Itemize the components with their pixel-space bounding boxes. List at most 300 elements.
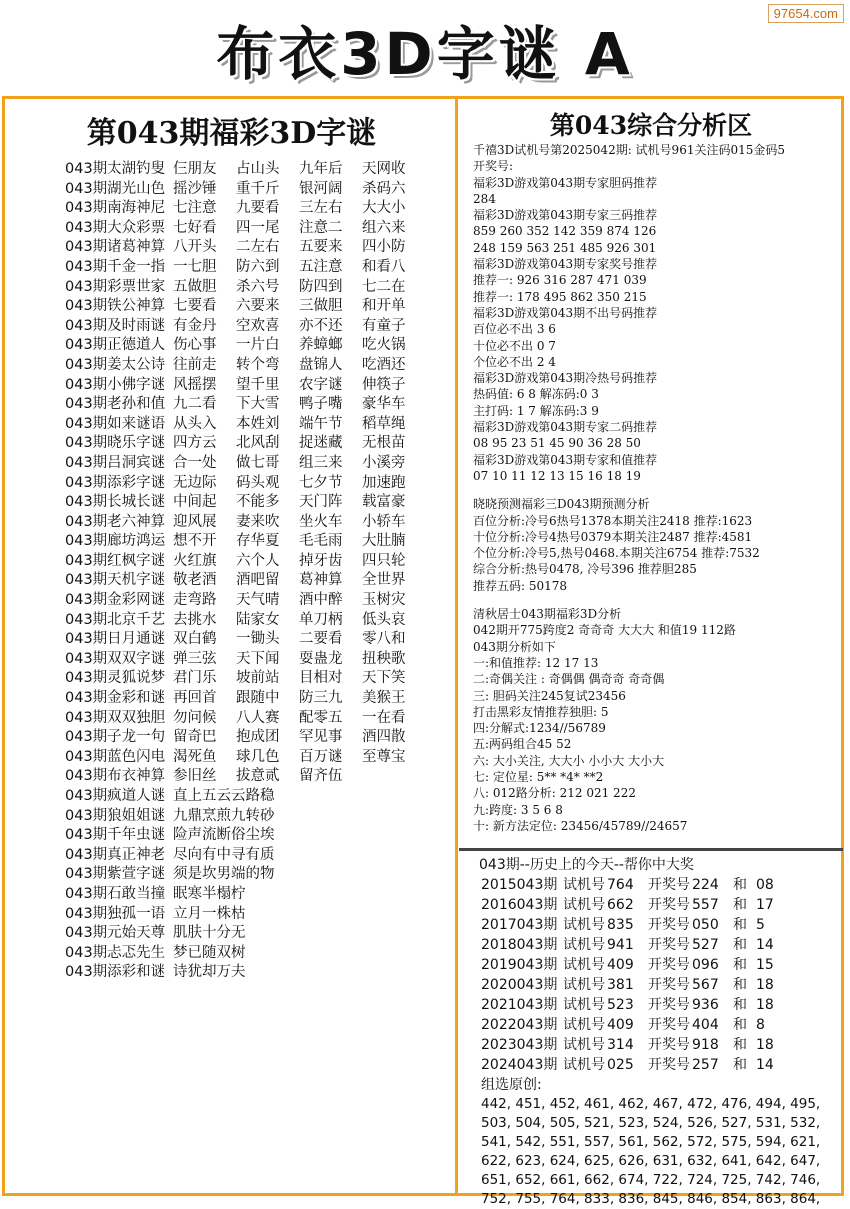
riddle-phrase: 玉树灾 bbox=[362, 592, 406, 609]
riddle-phrase: 加速跑 bbox=[362, 474, 406, 491]
riddle-row bbox=[65, 258, 455, 278]
history-issue: 2017043期 bbox=[481, 917, 558, 933]
riddle-source: 043期金彩和谜 bbox=[65, 690, 166, 707]
riddle-phrase: 球几色 bbox=[236, 748, 280, 765]
test-number: 314 bbox=[607, 1037, 634, 1053]
riddle-phrase: 鸭子嘴 bbox=[299, 396, 343, 413]
analysis-line: 福彩3D游戏第043期冷热号码推荐 bbox=[473, 371, 658, 386]
riddle-verse: 九鼎烹煎九转砂 bbox=[173, 807, 275, 824]
riddle-phrase: 大大小 bbox=[362, 200, 406, 217]
riddle-source: 043期忐忑先生 bbox=[65, 944, 166, 961]
test-number: 409 bbox=[607, 957, 634, 973]
riddle-phrase: 三左右 bbox=[299, 200, 343, 217]
riddle-source: 043期湖光山色 bbox=[65, 180, 166, 197]
riddle-source: 043期及时雨谜 bbox=[65, 317, 166, 334]
draw-number: 404 bbox=[692, 1017, 719, 1033]
riddle-row bbox=[65, 591, 455, 611]
riddle-phrase: 二左右 bbox=[236, 239, 280, 256]
riddle-row bbox=[65, 944, 455, 964]
riddle-phrase: 去挑水 bbox=[173, 611, 217, 628]
riddle-phrase: 组三来 bbox=[299, 454, 343, 471]
riddle-phrase: 九要看 bbox=[236, 200, 280, 217]
analysis-line: 二:奇偶关注 : 奇偶偶 偶奇奇 奇奇偶 bbox=[473, 672, 665, 687]
analysis-line: 百位分析:冷号6热号1378本期关注2418 推荐:1623 bbox=[473, 513, 753, 528]
riddle-phrase: 一锄头 bbox=[236, 631, 280, 648]
riddle-source: 043期彩票世家 bbox=[65, 278, 166, 295]
riddle-row bbox=[65, 454, 455, 474]
analysis-line: 个位必不出 2 4 bbox=[473, 354, 556, 369]
test-label: 试机号 bbox=[563, 937, 605, 953]
riddle-phrase: 五要来 bbox=[299, 239, 343, 256]
riddle-phrase: 载富豪 bbox=[362, 494, 406, 511]
panel-divider bbox=[459, 848, 843, 851]
sum-value: 17 bbox=[756, 897, 774, 913]
riddle-phrase: 杀码六 bbox=[362, 180, 406, 197]
riddle-list bbox=[65, 160, 455, 983]
sum-label: 和 bbox=[733, 1037, 747, 1053]
riddle-phrase: 扭秧歌 bbox=[362, 650, 406, 667]
riddle-phrase: 有金丹 bbox=[173, 317, 217, 334]
draw-label: 开奖号 bbox=[648, 957, 690, 973]
riddle-source: 043期双双独胆 bbox=[65, 709, 166, 726]
riddle-phrase: 中间起 bbox=[173, 494, 217, 511]
riddle-phrase: 空欢喜 bbox=[236, 317, 280, 334]
riddle-phrase: 小溪旁 bbox=[362, 454, 406, 471]
analysis-line: 七: 定位星: 5** *4* **2 bbox=[473, 769, 604, 784]
riddle-phrase: 零八和 bbox=[362, 631, 406, 648]
draw-label: 开奖号 bbox=[648, 977, 690, 993]
riddle-verse: 梦已随双树 bbox=[173, 944, 246, 961]
analysis-line: 三: 胆码关注245复试23456 bbox=[473, 688, 626, 703]
riddle-source: 043期金彩网谜 bbox=[65, 592, 166, 609]
riddle-phrase: 双白鹤 bbox=[173, 631, 217, 648]
riddle-row bbox=[65, 493, 455, 513]
riddle-phrase: 至尊宝 bbox=[362, 748, 406, 765]
riddle-row bbox=[65, 709, 455, 729]
analysis-panel-title: 第043综合分析区 bbox=[549, 111, 753, 140]
riddle-phrase: 君门乐 bbox=[173, 670, 217, 687]
riddle-panel bbox=[5, 98, 458, 1194]
analysis-line: 主打码: 1 7 解冻码:3 9 bbox=[473, 403, 599, 418]
riddle-source: 043期北京千艺 bbox=[65, 611, 166, 628]
riddle-row bbox=[65, 571, 455, 591]
test-label: 试机号 bbox=[563, 1037, 605, 1053]
riddle-phrase: 大肚腩 bbox=[362, 533, 406, 550]
riddle-row bbox=[65, 767, 455, 787]
sum-label: 和 bbox=[733, 957, 747, 973]
riddle-phrase: 九二看 bbox=[173, 396, 217, 413]
analysis-line: 个位分析:冷号5,热号0468.本期关注6754 推荐:7532 bbox=[473, 546, 760, 561]
test-label: 试机号 bbox=[563, 957, 605, 973]
riddle-phrase: 往前走 bbox=[173, 356, 217, 373]
riddle-phrase: 合一处 bbox=[173, 454, 217, 471]
riddle-phrase: 走弯路 bbox=[173, 592, 217, 609]
riddle-phrase: 天下笑 bbox=[362, 670, 406, 687]
riddle-phrase: 渴死鱼 bbox=[173, 748, 217, 765]
sum-value: 18 bbox=[756, 977, 774, 993]
riddle-phrase: 重千斤 bbox=[236, 180, 280, 197]
history-row bbox=[481, 975, 841, 995]
riddle-phrase: 四小防 bbox=[362, 239, 406, 256]
riddle-row bbox=[65, 238, 455, 258]
riddle-source: 043期太湖钓叟 bbox=[65, 161, 166, 177]
riddle-row bbox=[65, 513, 455, 533]
riddle-row bbox=[65, 297, 455, 317]
sum-value: 8 bbox=[756, 1017, 765, 1033]
analysis-line: 六: 大小关注, 大大小 小小大 大小大 bbox=[473, 753, 665, 768]
sum-value: 14 bbox=[756, 1057, 774, 1073]
test-label: 试机号 bbox=[563, 977, 605, 993]
riddle-phrase: 一七胆 bbox=[173, 258, 217, 275]
analysis-line: 福彩3D游戏第043期专家奖号推荐 bbox=[473, 257, 658, 272]
analysis-line: 推荐一: 926 316 287 471 039 bbox=[473, 273, 647, 288]
analysis-line: 284 bbox=[473, 191, 496, 206]
riddle-phrase: 七二在 bbox=[362, 278, 406, 295]
riddle-phrase: 不能多 bbox=[236, 494, 280, 511]
riddle-source: 043期诸葛神算 bbox=[65, 239, 166, 256]
riddle-phrase: 四只轮 bbox=[362, 552, 406, 569]
riddle-row bbox=[65, 199, 455, 219]
riddle-phrase: 和开单 bbox=[362, 298, 406, 315]
riddle-phrase: 农字谜 bbox=[299, 376, 343, 393]
riddle-phrase: 全世界 bbox=[362, 572, 406, 589]
riddle-source: 043期千金一指 bbox=[65, 258, 166, 275]
riddle-phrase: 七好看 bbox=[173, 219, 217, 236]
test-label: 试机号 bbox=[563, 877, 605, 893]
test-number: 523 bbox=[607, 997, 634, 1013]
sum-label: 和 bbox=[733, 937, 747, 953]
draw-number: 224 bbox=[692, 877, 719, 893]
riddle-phrase: 妻来吹 bbox=[236, 513, 280, 530]
riddle-phrase: 注意二 bbox=[299, 219, 343, 236]
riddle-row bbox=[65, 924, 455, 944]
riddle-phrase: 配零五 bbox=[299, 709, 343, 726]
riddle-phrase: 稻草绳 bbox=[362, 415, 406, 432]
riddle-phrase: 八开头 bbox=[173, 239, 217, 256]
riddle-row bbox=[65, 376, 455, 396]
riddle-phrase: 有童子 bbox=[362, 317, 406, 334]
riddle-phrase: 天网收 bbox=[362, 161, 406, 177]
riddle-source: 043期独孤一语 bbox=[65, 905, 166, 922]
riddle-phrase: 留奇巴 bbox=[173, 729, 217, 746]
analysis-line: 福彩3D游戏第043期专家和值推荐 bbox=[473, 452, 658, 467]
sum-label: 和 bbox=[733, 877, 747, 893]
analysis-line: 043期分析如下 bbox=[473, 639, 556, 654]
riddle-row bbox=[65, 395, 455, 415]
watermark: 97654.com bbox=[768, 4, 844, 23]
riddle-phrase: 银河阔 bbox=[299, 180, 343, 197]
riddle-phrase: 五注意 bbox=[299, 258, 343, 275]
riddle-row bbox=[65, 317, 455, 337]
analysis-line: 十位必不出 0 7 bbox=[473, 338, 556, 353]
riddle-phrase: 罕见事 bbox=[299, 729, 343, 746]
riddle-phrase: 杀六号 bbox=[236, 278, 280, 295]
riddle-row bbox=[65, 278, 455, 298]
riddle-phrase: 盘锦人 bbox=[299, 356, 343, 373]
sum-label: 和 bbox=[733, 1017, 747, 1033]
history-row bbox=[481, 895, 841, 915]
riddle-phrase: 拔意贰 bbox=[236, 768, 280, 785]
riddle-phrase: 八人赛 bbox=[236, 709, 280, 726]
riddle-phrase: 葛神算 bbox=[299, 572, 343, 589]
riddle-phrase: 防六到 bbox=[236, 258, 280, 275]
riddle-phrase: 从头入 bbox=[173, 415, 217, 432]
riddle-phrase: 一片白 bbox=[236, 337, 280, 354]
riddle-row bbox=[65, 905, 455, 925]
analysis-line: 福彩3D游戏第043期不出号码推荐 bbox=[473, 305, 658, 320]
analysis-line: 福彩3D游戏第043期专家三码推荐 bbox=[473, 208, 658, 223]
riddle-source: 043期真正神老 bbox=[65, 846, 166, 863]
riddle-phrase: 坐火车 bbox=[299, 513, 343, 530]
riddle-row bbox=[65, 963, 455, 983]
riddle-source: 043期蓝色闪电 bbox=[65, 748, 166, 765]
riddle-phrase: 无根苗 bbox=[362, 435, 406, 452]
riddle-phrase: 防四到 bbox=[299, 278, 343, 295]
riddle-phrase: 毛毛雨 bbox=[299, 533, 343, 550]
riddle-phrase: 掉牙齿 bbox=[299, 552, 343, 569]
analysis-line: 九:跨度: 3 5 6 8 bbox=[473, 802, 563, 817]
test-number: 381 bbox=[607, 977, 634, 993]
riddle-source: 043期双双字谜 bbox=[65, 650, 166, 667]
riddle-phrase: 耍蛊龙 bbox=[299, 650, 343, 667]
riddle-source: 043期大众彩票 bbox=[65, 219, 166, 236]
test-number: 025 bbox=[607, 1057, 634, 1073]
riddle-row bbox=[65, 650, 455, 670]
draw-label: 开奖号 bbox=[648, 1037, 690, 1053]
riddle-row bbox=[65, 787, 455, 807]
riddle-source: 043期日月通谜 bbox=[65, 631, 166, 648]
riddle-phrase: 望千里 bbox=[236, 376, 280, 393]
test-number: 835 bbox=[607, 917, 634, 933]
history-issue: 2018043期 bbox=[481, 937, 558, 953]
riddle-phrase: 酒吧留 bbox=[236, 572, 280, 589]
riddle-phrase: 四方云 bbox=[173, 435, 217, 452]
riddle-verse: 肌肤十分无 bbox=[173, 925, 246, 942]
riddle-phrase: 天气晴 bbox=[236, 592, 280, 609]
riddle-row bbox=[65, 474, 455, 494]
riddle-source: 043期狼姐姐谜 bbox=[65, 807, 166, 824]
draw-label: 开奖号 bbox=[648, 997, 690, 1013]
test-label: 试机号 bbox=[563, 1057, 605, 1073]
riddle-phrase: 和看八 bbox=[362, 258, 406, 275]
riddle-phrase: 防三九 bbox=[299, 690, 343, 707]
analysis-line: 推荐一: 178 495 862 350 215 bbox=[473, 289, 647, 304]
riddle-phrase: 一在看 bbox=[362, 709, 406, 726]
history-row bbox=[481, 875, 841, 895]
riddle-phrase: 参旧丝 bbox=[173, 768, 217, 785]
draw-label: 开奖号 bbox=[648, 1017, 690, 1033]
riddle-verse: 尽向有中寻有质 bbox=[173, 846, 275, 863]
draw-number: 527 bbox=[692, 937, 719, 953]
analysis-line: 八: 012路分析: 212 021 222 bbox=[473, 786, 636, 801]
riddle-verse: 直上五云云路稳 bbox=[173, 788, 275, 804]
riddle-phrase: 天门阵 bbox=[299, 494, 343, 511]
analysis-line: 四:分解式:1234//56789 bbox=[473, 721, 606, 736]
riddle-source: 043期疯道人谜 bbox=[65, 788, 166, 804]
analysis-line: 打击黑彩友情推荐独胆: 5 bbox=[473, 704, 609, 719]
riddle-source: 043期元始天尊 bbox=[65, 925, 166, 942]
history-issue: 2021043期 bbox=[481, 997, 558, 1013]
riddle-source: 043期吕洞宾谜 bbox=[65, 454, 166, 471]
riddle-phrase: 酒四散 bbox=[362, 729, 406, 746]
draw-label: 开奖号 bbox=[648, 1057, 690, 1073]
test-number: 662 bbox=[607, 897, 634, 913]
riddle-phrase: 坡前站 bbox=[236, 670, 280, 687]
sum-label: 和 bbox=[733, 977, 747, 993]
riddle-source: 043期老孙和值 bbox=[65, 396, 166, 413]
riddle-source: 043期长城长谜 bbox=[65, 494, 166, 511]
riddle-source: 043期添彩字谜 bbox=[65, 474, 166, 491]
riddle-source: 043期子龙一句 bbox=[65, 729, 166, 746]
riddle-phrase: 天下闻 bbox=[236, 650, 280, 667]
block-gap bbox=[473, 484, 841, 496]
riddle-source: 043期正德道人 bbox=[65, 337, 166, 354]
analysis-line: 开奖号: bbox=[473, 159, 514, 174]
riddle-phrase: 捉迷藏 bbox=[299, 435, 343, 452]
riddle-source: 043期姜太公诗 bbox=[65, 356, 166, 373]
riddle-verse: 险声流断俗尘埃 bbox=[173, 827, 275, 844]
draw-number: 936 bbox=[692, 997, 719, 1013]
riddle-phrase: 亦不还 bbox=[299, 317, 343, 334]
history-issue: 2024043期 bbox=[481, 1057, 558, 1073]
analysis-line: 千禧3D试机号第2025042期: 试机号961关注码015金码5 bbox=[473, 143, 786, 157]
analysis-line: 08 95 23 51 45 90 36 28 50 bbox=[473, 436, 641, 451]
history-panel bbox=[461, 853, 841, 1207]
riddle-row bbox=[65, 669, 455, 689]
riddle-phrase: 伸筷子 bbox=[362, 376, 406, 393]
riddle-source: 043期天机字谜 bbox=[65, 572, 166, 589]
riddle-source: 043期灵狐说梦 bbox=[65, 670, 166, 687]
riddle-source: 043期小佛字谜 bbox=[65, 376, 166, 393]
riddle-phrase: 想不开 bbox=[173, 533, 217, 550]
riddle-row bbox=[65, 630, 455, 650]
test-label: 试机号 bbox=[563, 917, 605, 933]
block-gap bbox=[473, 594, 841, 606]
draw-number: 557 bbox=[692, 897, 719, 913]
riddle-phrase: 五做胆 bbox=[173, 278, 217, 295]
riddle-source: 043期如来谜语 bbox=[65, 415, 166, 432]
test-number: 941 bbox=[607, 937, 634, 953]
riddle-phrase: 四一尾 bbox=[236, 219, 280, 236]
test-number: 764 bbox=[607, 877, 634, 893]
riddle-row bbox=[65, 826, 455, 846]
draw-number: 918 bbox=[692, 1037, 719, 1053]
riddle-source: 043期廊坊鸿运 bbox=[65, 533, 166, 550]
history-issue: 2022043期 bbox=[481, 1017, 558, 1033]
test-label: 试机号 bbox=[563, 997, 605, 1013]
riddle-phrase: 端午节 bbox=[299, 415, 343, 432]
history-row bbox=[481, 1035, 841, 1055]
riddle-phrase: 无边际 bbox=[173, 474, 217, 491]
riddle-row bbox=[65, 219, 455, 239]
riddle-row bbox=[65, 807, 455, 827]
riddle-row bbox=[65, 865, 455, 885]
riddle-phrase: 六个人 bbox=[236, 552, 280, 569]
analysis-line: 综合分析:热号0478, 冷号396 推荐胆285 bbox=[473, 562, 697, 577]
analysis-line: 福彩3D游戏第043期专家二码推荐 bbox=[473, 420, 658, 435]
sum-label: 和 bbox=[733, 897, 747, 913]
riddle-source: 043期布衣神算 bbox=[65, 768, 166, 785]
history-row bbox=[481, 955, 841, 975]
riddle-phrase: 迎风展 bbox=[173, 513, 217, 530]
analysis-line: 推荐五码: 50178 bbox=[473, 578, 568, 593]
riddle-phrase: 火红旗 bbox=[173, 552, 217, 569]
riddle-phrase: 占山头 bbox=[236, 161, 280, 177]
history-row bbox=[481, 915, 841, 935]
history-row bbox=[481, 1015, 841, 1035]
sum-value: 15 bbox=[756, 957, 774, 973]
riddle-phrase: 再回首 bbox=[173, 690, 217, 707]
analysis-line: 清秋居士043期福彩3D分析 bbox=[473, 607, 622, 622]
test-label: 试机号 bbox=[563, 897, 605, 913]
riddle-row bbox=[65, 434, 455, 454]
riddle-phrase: 组六来 bbox=[362, 219, 406, 236]
riddle-phrase: 吃酒还 bbox=[362, 356, 406, 373]
riddle-verse: 诗犹却万夫 bbox=[173, 964, 246, 981]
riddle-source: 043期晓乐字谜 bbox=[65, 435, 166, 452]
riddle-phrase: 伤心事 bbox=[173, 337, 217, 354]
draw-label: 开奖号 bbox=[648, 877, 690, 893]
riddle-phrase: 弹三弦 bbox=[173, 650, 217, 667]
riddle-phrase: 小轿车 bbox=[362, 513, 406, 530]
riddle-verse: 立月一株枯 bbox=[173, 905, 246, 922]
history-issue: 2019043期 bbox=[481, 957, 558, 973]
riddle-verse: 须是坎男端的物 bbox=[173, 866, 275, 883]
analysis-line: 晓晓预测福彩三D043期预测分析 bbox=[473, 497, 650, 512]
riddle-phrase: 陆家女 bbox=[236, 611, 280, 628]
analysis-line: 859 260 352 142 359 874 126 bbox=[473, 224, 657, 239]
riddle-phrase: 仨朋友 bbox=[173, 161, 217, 177]
riddle-source: 043期千年虫谜 bbox=[65, 827, 166, 844]
analysis-line: 042期开775跨度2 奇奇奇 大大大 和值19 112路 bbox=[473, 623, 736, 638]
riddle-phrase: 九年后 bbox=[299, 161, 343, 177]
riddle-phrase: 勿问候 bbox=[173, 709, 217, 726]
riddle-row bbox=[65, 885, 455, 905]
riddle-source: 043期石敢当撞 bbox=[65, 885, 166, 902]
riddle-source: 043期铁公神算 bbox=[65, 298, 166, 315]
riddle-phrase: 码头观 bbox=[236, 474, 280, 491]
riddle-phrase: 酒中醉 bbox=[299, 592, 343, 609]
analysis-line: 07 10 11 12 13 15 16 18 19 bbox=[473, 468, 641, 483]
riddle-phrase: 吃火锅 bbox=[362, 337, 406, 354]
select-title: 组选原创: bbox=[481, 1077, 542, 1093]
riddle-phrase: 抱成团 bbox=[236, 729, 280, 746]
riddle-phrase: 七夕节 bbox=[299, 474, 343, 491]
riddle-row bbox=[65, 415, 455, 435]
draw-number: 257 bbox=[692, 1057, 719, 1073]
riddle-phrase: 目相对 bbox=[299, 670, 343, 687]
riddle-row bbox=[65, 160, 455, 180]
analysis-line: 福彩3D游戏第043期专家胆码推荐 bbox=[473, 175, 658, 190]
riddle-phrase: 豪华车 bbox=[362, 396, 406, 413]
riddle-phrase: 七要看 bbox=[173, 298, 217, 315]
draw-label: 开奖号 bbox=[648, 937, 690, 953]
riddle-phrase: 下大雪 bbox=[236, 396, 280, 413]
history-title: 043期--历史上的今天--帮你中大奖 bbox=[479, 857, 694, 873]
riddle-source: 043期老六神算 bbox=[65, 513, 166, 530]
riddle-phrase: 转个弯 bbox=[236, 356, 280, 373]
riddle-phrase: 七注意 bbox=[173, 200, 217, 217]
riddle-row bbox=[65, 532, 455, 552]
sum-label: 和 bbox=[733, 917, 747, 933]
analysis-text bbox=[461, 142, 841, 834]
riddle-source: 043期红枫字谜 bbox=[65, 552, 166, 569]
sum-value: 08 bbox=[756, 877, 774, 893]
history-row bbox=[481, 995, 841, 1015]
riddle-phrase: 养蟑螂 bbox=[299, 337, 343, 354]
analysis-line: 十位分析:冷号4热号0379本期关注2487 推荐:4581 bbox=[473, 529, 753, 544]
riddle-phrase: 本姓刘 bbox=[236, 415, 280, 432]
